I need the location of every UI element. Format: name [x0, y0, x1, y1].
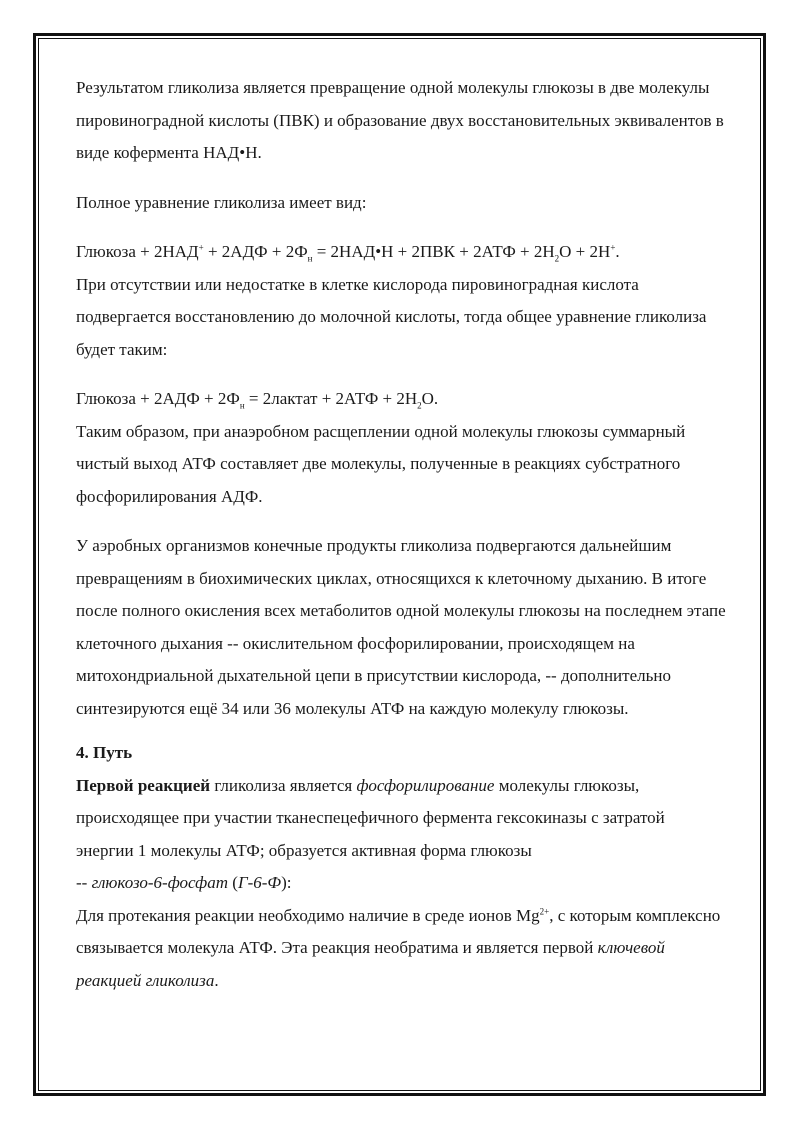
section-heading: 4. Путь — [76, 743, 133, 762]
equation-glycolysis-full: Глюкоза + $2НАД^+ + 2АДФ + 2Ф_н$ = 2НАД•Н + $2ПВК + 2АТФ + 2Н_2О + 2Н^+$. — [76, 242, 620, 264]
equation-glycolysis-lactate: Глюкоза + $2АДФ + 2Ф_н$ = 2лактат + $2АТФ + 2Н_2О$. — [76, 389, 439, 411]
paragraph-magnesium-ions: Для протекания реакции необходимо наличие в среде ионов $Mg^{2+}$, с которым комплексно связывается молекула АТФ. Эта реакция необратима и является первой ключевой реакцией гликолиза. — [76, 905, 721, 990]
paragraph-first-reaction: Первой реакцией гликолиза является фосфорилирование молекулы глюкозы, происходящее при участии тканеспецефичного фермента гексокиназы с затратой энергии 1 молекулы АТФ; образуется активная форма глюкозы -- глюкозо-6-фосфат (Г-6-Ф): — [76, 775, 665, 892]
paragraph-aerobic-organisms: У аэробных организмов конечные продукты гликолиза подвергаются дальнейшим превращениям в биохимических циклах, относящихся к клеточному дыханию. В итоге после полного окисления всех метаболитов одной молекулы глюкозы на последнем этапе клеточного дыхания -- окислительном фосфорилировании, происходящем на митохондриальной дыхательной цепи в присутствии кислорода, -- дополнительно синтезируются ещё 34 или 36 молекулы АТФ на каждую молекулу глюкозы. — [76, 536, 726, 718]
paragraph-full-equation-intro: Полное уравнение гликолиза имеет вид: — [76, 192, 367, 212]
document-body — [76, 72, 726, 997]
paragraph-anaerobic-condition: При отсутствии или недостатке в клетке кислорода пировиноградная кислота подвергается восстановлению до молочной кислоты, тогда общее уравнение гликолиза будет таким: — [76, 274, 707, 359]
paragraph-glycolysis-result: Результатом гликолиза является превращение одной молекулы глюкозы в две молекулы пировиноградной кислоты (ПВК) и образование двух восстановительных эквивалентов в виде кофермента НАД•Н. — [76, 78, 724, 162]
paragraph-atp-yield: Таким образом, при анаэробном расщеплении одной молекулы глюкозы суммарный чистый выход АТФ составляет две молекулы, полученные в реакциях субстратного фосфорилирования АДФ. — [76, 421, 686, 506]
